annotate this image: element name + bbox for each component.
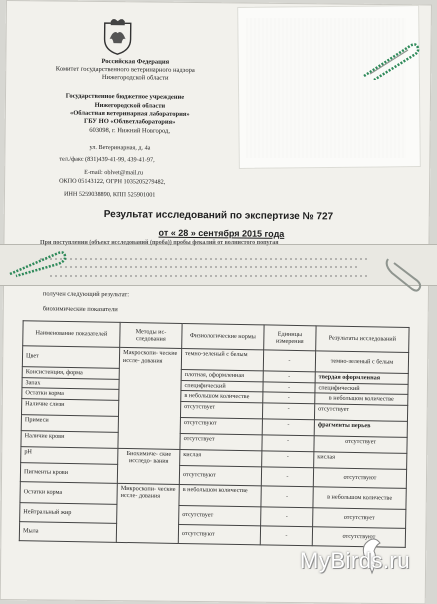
cell-result: в небольшом количестве <box>313 486 406 509</box>
cell-method: Макроскопи- ческие иссле- дования <box>118 347 182 449</box>
cell-result: специфический <box>315 382 408 394</box>
lab-short-name: ГБУ НО «Облветлаборатория» <box>84 117 176 126</box>
strip-print-line <box>40 258 370 260</box>
column-header: Физиологические нормы <box>182 323 264 349</box>
federation-title: Российская Федерация <box>101 58 170 66</box>
column-header: Единицы измерения <box>264 325 316 351</box>
document-date: от « 28 » сентября 2015 года <box>158 227 285 239</box>
cell-name: Остатки корма <box>20 481 117 504</box>
watermark-text: MyBirds.ru <box>300 548 411 573</box>
cell-name: Консистенция, форма <box>22 367 119 379</box>
email: E-mail: oblvet@mail.ru <box>84 168 144 177</box>
institution-region: Нижегородской области <box>94 101 166 110</box>
paper-clip-icon <box>8 248 68 278</box>
cell-result: отсутствуют <box>312 526 405 547</box>
cell-norm: плотная, оформленная <box>181 369 263 381</box>
column-header: Методы ис- следования <box>120 322 182 348</box>
cell-name: Примеси <box>21 414 118 432</box>
paper-clip-icon <box>360 40 420 80</box>
cell-unit: - <box>263 392 315 403</box>
cell-norm: в небольшом количестве <box>179 484 261 506</box>
cell-result: кислая <box>314 451 407 469</box>
cell-unit: - <box>262 418 314 435</box>
section-label: биохимические показатели <box>42 305 118 314</box>
result-label: получен следующий результат: <box>42 290 130 299</box>
cell-norm: отсутствует <box>179 505 261 525</box>
phone-fax: тел./факс (831)439-41-99, 439-41-97, <box>59 155 155 164</box>
institution-type: Государственное бюджетное учреждение <box>65 92 185 101</box>
document-title: Результат исследований по экспертизе № 727 <box>103 209 334 223</box>
paper-clip-icon <box>382 255 422 295</box>
results-table <box>19 320 410 547</box>
cell-unit: - <box>261 485 313 507</box>
cell-result: темно-зеленый с белым <box>315 351 408 374</box>
cell-norm: отсутствуют <box>179 465 261 485</box>
cell-norm: отсутствует <box>180 401 262 418</box>
cell-name: pH <box>21 446 118 464</box>
committee-title: Комитет государственного ветеринарного надзора <box>55 65 195 74</box>
cell-name: Наличие крови <box>21 430 118 448</box>
cell-name: Нейтральный жир <box>20 502 117 523</box>
cell-result: отсутствуют <box>313 467 406 488</box>
cell-unit: - <box>263 350 315 372</box>
cell-norm: кислая <box>180 449 262 466</box>
lab-name: «Областная ветеринарная лаборатория» <box>69 109 190 118</box>
inn-kpp: ИНН 5259038890, КПП 525901001 <box>63 190 156 199</box>
cell-method: Биохимиче- ские исследо- вания <box>117 448 180 484</box>
cell-name: Наличие слизи <box>22 398 119 416</box>
cell-result: фрагменты перьев <box>314 419 407 437</box>
cell-method: Микроскопи- ческие иссле- дования <box>116 483 179 543</box>
cell-unit: - <box>262 434 314 451</box>
cell-result: твердая оформленная <box>315 372 408 384</box>
cell-name: Мыла <box>19 521 116 542</box>
cell-result: отсутствует <box>314 403 407 421</box>
cell-norm: отсутствуют <box>180 417 262 434</box>
cell-result: отсутствует <box>314 435 407 453</box>
cell-unit: - <box>260 525 312 545</box>
cell-name: Запах <box>22 377 119 389</box>
cell-norm: темно-зеленый с белым <box>181 348 263 370</box>
region-title: Нижегородской области <box>101 74 169 82</box>
cell-result: в небольшом количестве <box>315 393 408 405</box>
cell-norm: в небольшом количестве <box>181 390 263 402</box>
cell-result: отсутствует <box>313 507 406 528</box>
postal-address: 603098, г. Нижний Новгород, <box>89 126 170 135</box>
strip-print-line <box>60 266 360 268</box>
column-header: Наименование показателей <box>23 321 120 348</box>
sticker-texture <box>246 18 406 158</box>
column-header: Результаты исследований <box>316 326 409 353</box>
strip-print-line <box>50 275 370 277</box>
coat-of-arms-icon <box>100 19 134 55</box>
cell-norm: отсутствует <box>180 433 262 450</box>
cell-norm: отсутствуют <box>178 524 260 544</box>
cell-unit: - <box>262 450 314 467</box>
strip-heading: При поступлении (объект исследований (проба)) пробы фекалий от волнистого попугая <box>40 240 279 246</box>
cell-unit: - <box>261 466 313 486</box>
cell-name: Цвет <box>22 346 119 369</box>
cell-unit: - <box>261 506 313 526</box>
cell-unit: - <box>262 402 314 419</box>
okpo-ogrn: ОКПО 05143122, ОГРН 1035205279482, <box>59 177 166 186</box>
cell-name: Пигменты крови <box>20 462 117 483</box>
street-address: ул. Ветеринарная, д. 4а <box>89 143 151 152</box>
cell-norm: специфический <box>181 380 263 392</box>
cell-name: Остатки корма <box>22 388 119 400</box>
cell-unit: - <box>263 381 315 392</box>
cell-unit: - <box>263 371 315 382</box>
